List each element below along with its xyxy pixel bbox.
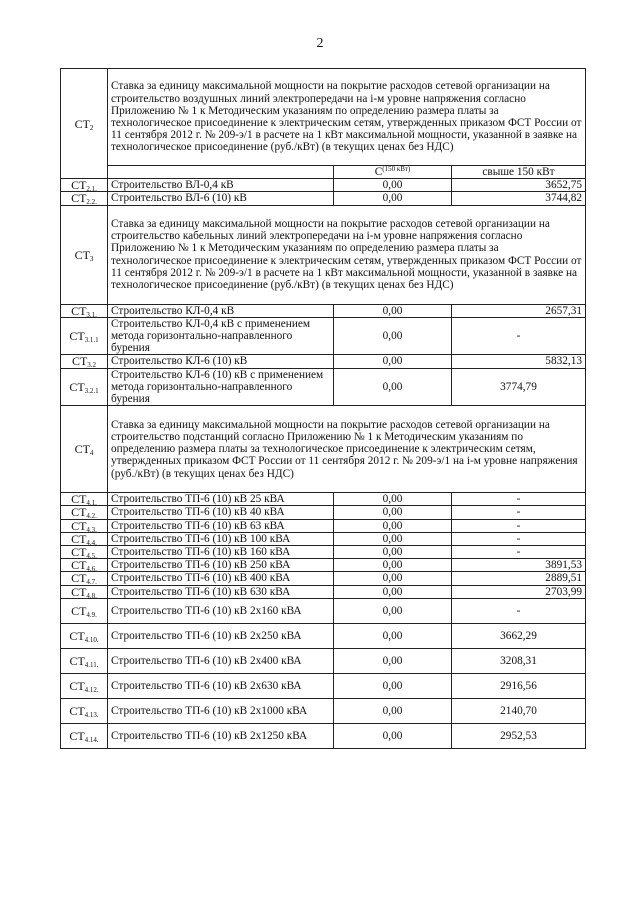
row-value-up-to-150: 0,00 [334,532,452,545]
row-value-over-150: 2889,51 [452,572,586,585]
table-row [61,546,586,559]
row-code: $СТ_{4.4.}$ [61,532,108,545]
row-value-over-150: 3208,31 [452,648,586,673]
row-code: $СТ_{4.5.}$ [61,546,108,559]
row-value-up-to-150: 0,00 [334,572,452,585]
table-row [61,179,586,192]
section-header-row [61,406,586,493]
row-value-over-150: 3662,29 [452,623,586,648]
row-value-over-150: 2916,56 [452,673,586,698]
row-value-over-150: - [452,546,586,559]
row-value-over-150: 3744,82 [452,192,586,205]
row-name: Строительство ВЛ-6 (10) кВ [108,192,334,205]
row-code: $СТ_{2.1.}$ [61,179,108,192]
row-name: Строительство ТП-6 (10) кВ 630 кВА [108,585,334,598]
row-value-up-to-150: 0,00 [334,546,452,559]
table-row [61,317,586,355]
row-name: Строительство ТП-6 (10) кВ 40 кВА [108,506,334,519]
row-name: Строительство ТП-6 (10) кВ 2х400 кВА [108,648,334,673]
row-value-over-150: 2657,31 [452,304,586,317]
row-value-up-to-150: 0,00 [334,192,452,205]
row-value-over-150: 5832,13 [452,355,586,368]
row-name: Строительство ВЛ-0,4 кВ [108,179,334,192]
row-code: $СТ_{4.13.}$ [61,698,108,723]
row-value-up-to-150: 0,00 [334,519,452,532]
row-code: $СТ_{4.11.}$ [61,648,108,673]
row-code: $СТ_{4.6.}$ [61,559,108,572]
row-code: $СТ_{4.2.}$ [61,506,108,519]
row-code: $СТ_{4.12.}$ [61,673,108,698]
row-name: Строительство ТП-6 (10) кВ 2х1250 кВА [108,723,334,748]
row-name: Строительство ТП-6 (10) кВ 2х250 кВА [108,623,334,648]
row-code: $СТ_{4.1.}$ [61,493,108,506]
row-value-up-to-150: 0,00 [334,304,452,317]
table-row [61,506,586,519]
row-value-up-to-150: 0,00 [334,317,452,355]
row-code: $СТ_{4.8.}$ [61,585,108,598]
row-value-over-150: - [452,493,586,506]
row-code: $СТ_{2.2.}$ [61,192,108,205]
row-code: $СТ_{4.7.}$ [61,572,108,585]
row-name: Строительство ТП-6 (10) кВ 63 кВА [108,519,334,532]
row-name: Строительство ТП-6 (10) кВ 25 кВА [108,493,334,506]
row-value-up-to-150: 0,00 [334,493,452,506]
row-value-over-150: - [452,506,586,519]
page-number: 2 [316,36,324,51]
row-value-up-to-150: 0,00 [334,723,452,748]
row-value-up-to-150: 0,00 [334,355,452,368]
row-value-up-to-150: 0,00 [334,559,452,572]
row-name: Строительство ТП-6 (10) кВ 400 кВА [108,572,334,585]
empty-header-cell [108,166,334,179]
row-code: $СТ_{3.2.1}$ [61,368,108,406]
row-value-over-150: - [452,532,586,545]
row-name: Строительство КЛ-6 (10) кВ с применением метода горизонтально-направленного бурения [108,368,334,406]
row-value-over-150: 2703,99 [452,585,586,598]
section-header-row [61,69,586,166]
table-row [61,698,586,723]
row-code: $СТ_{4.9.}$ [61,598,108,623]
table-row [61,355,586,368]
row-value-up-to-150: 0,00 [334,673,452,698]
section-description: Ставка за единицу максимальной мощности на покрытие расходов сетевой организации на строительство воздушных линий электропередачи на i-м уровне напряжения согласно Приложению № 1 к Методическим указаниям по определению размера платы за технологическое присоединение к электрическим сетям, утвержденных приказом ФСТ России от 11 сентября 2012 г. № 209-э/1 в расчете на 1 кВт максимальной мощности, указанной в заявке на технологическое присоединение (руб./кВт) (в текущих ценах без НДС) [108,69,586,166]
section-header-row [61,205,586,304]
row-code: $СТ_{4.14.}$ [61,723,108,748]
section-code: $СТ_3$ [61,205,108,304]
row-code: $СТ_{3.2}$ [61,355,108,368]
table-row [61,585,586,598]
section-description: Ставка за единицу максимальной мощности на покрытие расходов сетевой организации на строительство кабельных линий электропередачи на i-м уровне напряжения согласно Приложению № 1 к Методическим указаниям по определению размера платы за технологическое присоединение к электрическим сетям, утвержденных приказом ФСТ России от 11 сентября 2012 г. № 209-э/1 в расчете на 1 кВт максимальной мощности, указанной в заявке на технологическое присоединение (руб./кВт) (в текущих ценах без НДС) [108,205,586,304]
table-row [61,493,586,506]
table-row [61,598,586,623]
table-row [61,559,586,572]
section-code: $СТ_2$ [61,69,108,179]
tariff-rates-table [60,68,586,749]
row-value-up-to-150: 0,00 [334,698,452,723]
row-code: $СТ_{4.10.}$ [61,623,108,648]
table-row [61,723,586,748]
row-value-up-to-150: 0,00 [334,368,452,406]
row-value-up-to-150: 0,00 [334,506,452,519]
row-value-over-150: 2952,53 [452,723,586,748]
row-value-up-to-150: 0,00 [334,648,452,673]
row-value-over-150: - [452,519,586,532]
row-name: Строительство КЛ-6 (10) кВ [108,355,334,368]
row-name: Строительство ТП-6 (10) кВ 160 кВА [108,546,334,559]
table-row [61,532,586,545]
row-value-up-to-150: 0,00 [334,179,452,192]
row-code: $СТ_{4.3.}$ [61,519,108,532]
section-code: $СТ_4$ [61,406,108,493]
row-value-over-150: - [452,598,586,623]
row-value-over-150: 2140,70 [452,698,586,723]
row-value-over-150: 3774,79 [452,368,586,406]
row-name: Строительство ТП-6 (10) кВ 2х1000 кВА [108,698,334,723]
row-value-up-to-150: 0,00 [334,598,452,623]
table-row [61,648,586,673]
table-row [61,623,586,648]
row-code: $СТ_{3.1.}$ [61,304,108,317]
row-value-up-to-150: 0,00 [334,623,452,648]
table-row [61,519,586,532]
table-row [61,192,586,205]
row-name: Строительство ТП-6 (10) кВ 2х160 кВА [108,598,334,623]
column-header-row [61,166,586,179]
row-name: Строительство КЛ-0,4 кВ [108,304,334,317]
row-name: Строительство ТП-6 (10) кВ 100 кВА [108,532,334,545]
row-value-over-150: 3891,53 [452,559,586,572]
column-header-over-150: свыше 150 кВт [452,166,586,179]
row-value-up-to-150: 0,00 [334,585,452,598]
row-value-over-150: - [452,317,586,355]
table-row [61,673,586,698]
table-row [61,368,586,406]
row-code: $СТ_{3.1.1}$ [61,317,108,355]
table-row [61,572,586,585]
section-description: Ставка за единицу максимальной мощности на покрытие расходов сетевой организации на строительство подстанций согласно Приложению № 1 к Методическим указаниям по определению размера платы за технологическое присоединение к электрическим сетям, утвержденных приказом ФСТ России от 11 сентября 2012 г. № 209-э/1 на i-м уровне напряжения (руб./кВт) (в текущих ценах без НДС) [108,406,586,493]
row-name: Строительство ТП-6 (10) кВ 250 кВА [108,559,334,572]
row-value-over-150: 3652,75 [452,179,586,192]
row-name: Строительство КЛ-0,4 кВ с применением метода горизонтально-направленного бурения [108,317,334,355]
row-name: Строительство ТП-6 (10) кВ 2х630 кВА [108,673,334,698]
column-header-up-to-150: $С^{(150 кВт)}$ [334,166,452,179]
table-row [61,304,586,317]
